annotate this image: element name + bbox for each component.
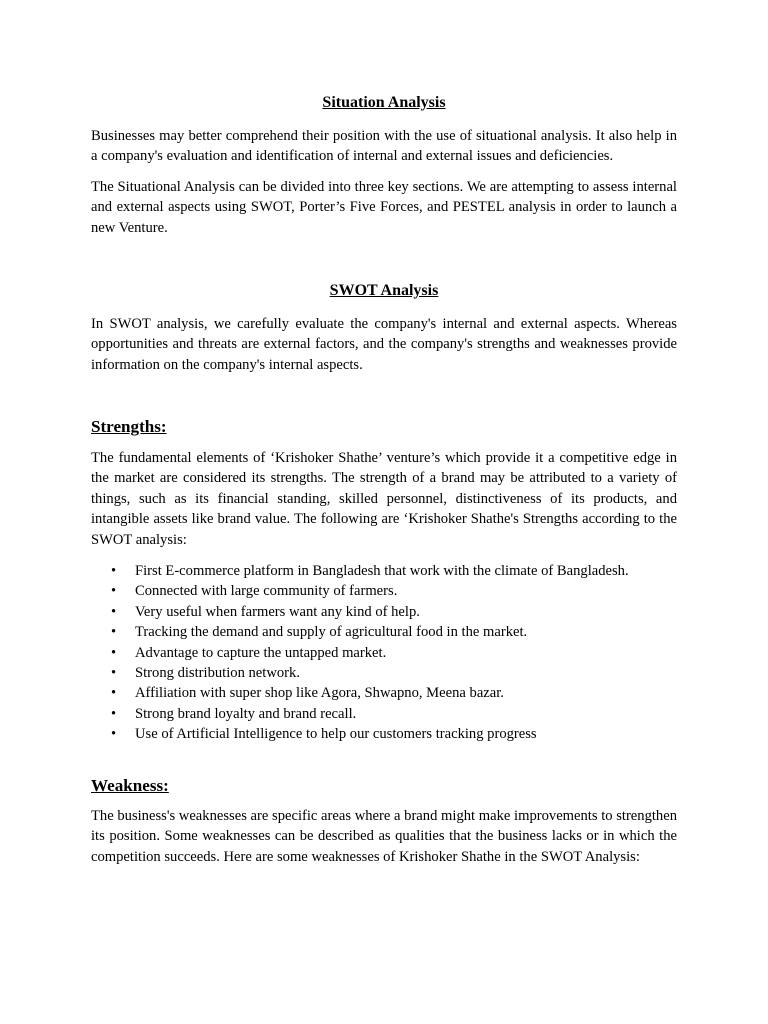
situation-paragraph-2: The Situational Analysis can be divided into three key sections. We are attempting to assess internal and external aspects using SWOT, Porter’s Five Forces, and PESTEL analysis in order to launch a new Venture. [91, 179, 677, 236]
list-item-text: Tracking the demand and supply of agricultural food in the market. [135, 624, 528, 641]
situation-paragraph-1: Businesses may better comprehend their position with the use of situational analysis. It also help in a company's evaluation and identification of internal and external issues and deficiencies. [91, 128, 677, 165]
bullet-icon: • [111, 603, 117, 620]
list-item [91, 704, 677, 724]
list-item [91, 724, 677, 744]
list-item [91, 622, 677, 642]
bullet-icon: • [111, 563, 117, 579]
weakness-heading: Weakness: [91, 776, 169, 795]
strengths-paragraph: The fundamental elements of ‘Krishoker Shathe’ venture’s which provide it a competitive edge in the market are considered its strengths. The strength of a brand may be attributed to a variety of things, such as its financial standing, skilled personnel, distinctiveness of its products, and intangible assets like brand value. The following are ‘Krishoker Shathe's Strengths according to the SWOT analysis: [91, 450, 677, 548]
situation-analysis-heading: Situation Analysis [322, 94, 446, 111]
swot-paragraph: In SWOT analysis, we carefully evaluate the company's internal and external aspects. Whereas opportunities and threats are external factors, and the company's strengths and weaknesses provide information on the company's internal aspects. [91, 316, 677, 373]
weakness-paragraph: The business's weaknesses are specific areas where a brand might make improvements to strengthen its position. Some weaknesses can be described as qualities that the business lacks or in which the competition succeeds. Here are some weaknesses of Krishoker Shathe in the SWOT Analysis: [91, 808, 677, 865]
list-item [91, 683, 677, 703]
list-item [91, 643, 677, 663]
list-item-text: Advantage to capture the untapped market. [135, 644, 387, 661]
list-item [91, 561, 677, 581]
bullet-icon: • [111, 705, 117, 722]
bullet-icon: • [111, 685, 117, 702]
bullet-icon: • [111, 624, 117, 641]
strengths-heading: Strengths: [91, 417, 167, 436]
list-item-text: Connected with large community of farmers. [135, 583, 398, 600]
list-item-text: Strong distribution network. [135, 664, 300, 681]
list-item-text: Strong brand loyalty and brand recall. [135, 705, 357, 722]
list-item [91, 602, 677, 622]
bullet-icon: • [111, 664, 117, 681]
bullet-icon: • [111, 726, 117, 743]
list-item-text: Affiliation with super shop like Agora, Shwapno, Meena bazar. [135, 685, 504, 702]
swot-analysis-heading: SWOT Analysis [329, 282, 439, 299]
bullet-icon: • [111, 583, 117, 600]
list-item-text: Very useful when farmers want any kind of help. [135, 603, 420, 620]
list-item [91, 581, 677, 601]
strengths-list [91, 561, 677, 745]
bullet-icon: • [111, 644, 117, 661]
list-item-text: Use of Artificial Intelligence to help our customers tracking progress [135, 726, 537, 743]
list-item-text: First E-commerce platform in Bangladesh that work with the climate of Bangladesh. [135, 563, 629, 579]
list-item [91, 663, 677, 683]
